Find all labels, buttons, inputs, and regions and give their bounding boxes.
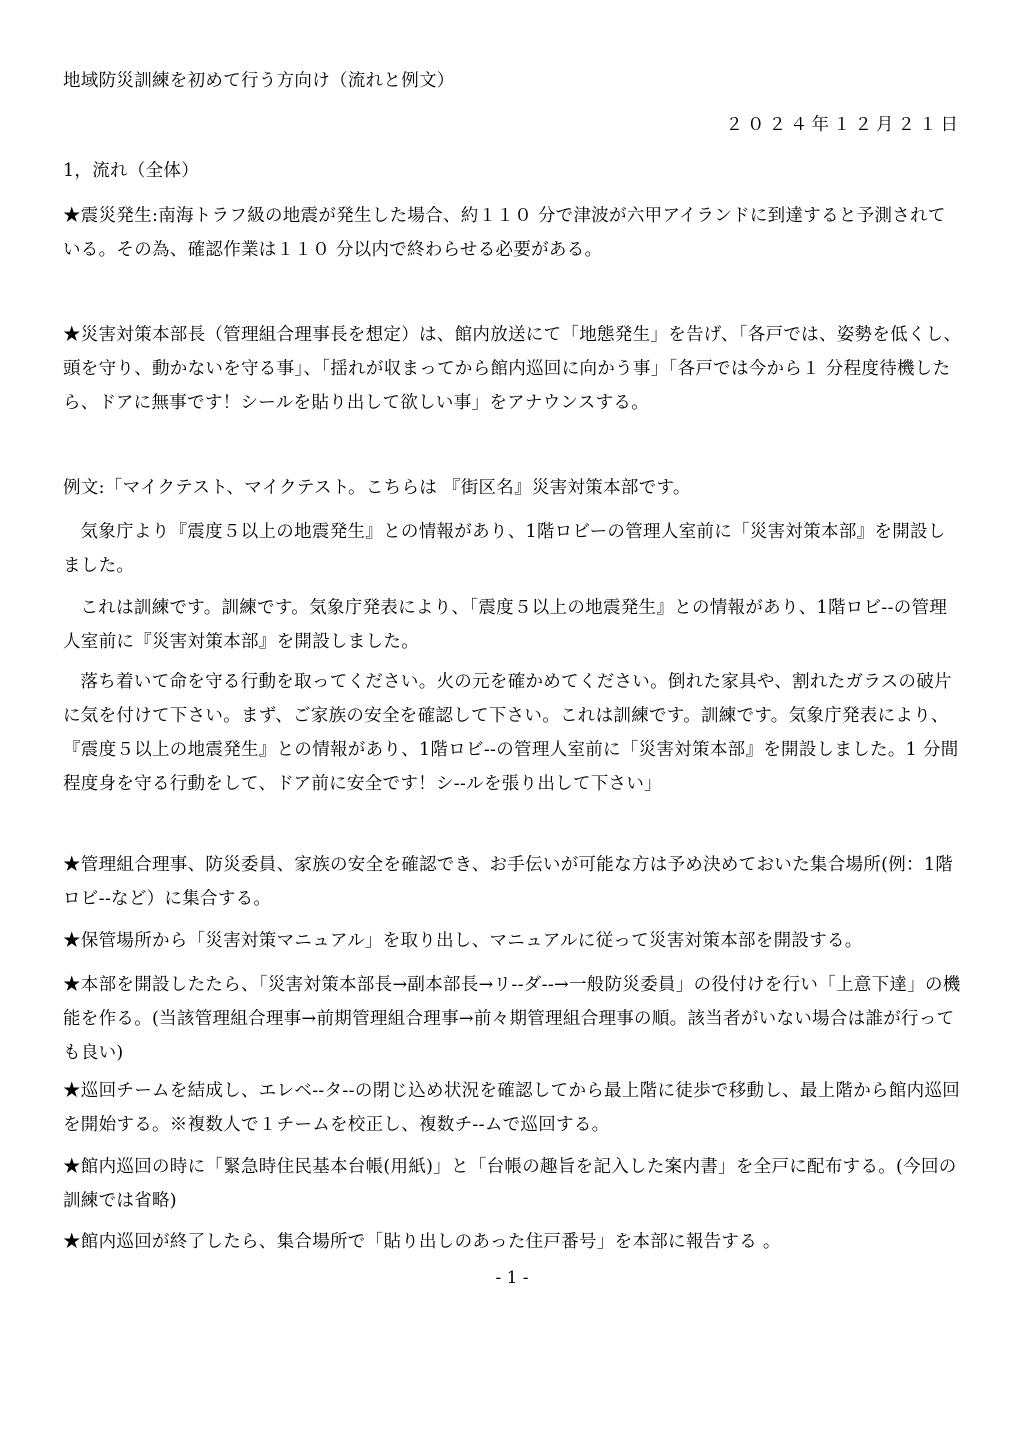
- paragraph-roles: ★本部を開設したたら、「災害対策本部長→副本部長→リ--ダ--→一般防災委員」の役付けを行い「上意下達」の機能を作る。(当該管理組合理事→前期管理組合理事→前々期管理組合理事の順。該当者がいない場合は誰が行っても良い): [63, 975, 961, 1063]
- document-title: 地域防災訓練を初めて行う方向け（流れと例文）: [63, 71, 455, 91]
- paragraph-example-1: 気象庁より『震度５以上の地震発生』との情報があり、1階ロビーの管理人室前に「災害対策本部』を開設しました。: [63, 522, 946, 576]
- paragraph-example-3: 落ち着いて命を守る行動を取ってください。火の元を確かめてください。倒れた家具や、割れたガラスの破片に気を付けて下さい。まず、ご家族の安全を確認して下さい。これは訓練です。訓練です。気象庁発表により、『震度５以上の地震発生』との情報があり、1階ロビ--の管理人室前に「災害対策本部』を開設しました。1 分間程度身を守る行動をして、ドア前に安全です！シ--ルを張り出して下さい」: [63, 672, 959, 794]
- paragraph-earthquake: ★震災発生:南海トラフ級の地震が発生した場合、約１１０ 分で津波が六甲アイランドに到達すると予測されている。その為、確認作業は１１０ 分以内で終わらせる必要がある。: [63, 206, 946, 260]
- section-heading: 1，流れ（全体）: [63, 161, 200, 181]
- page-number: - 1 -: [495, 1268, 529, 1288]
- paragraph-patrol: ★巡回チームを結成し、エレベ--タ--の閉じ込め状況を確認してから最上階に徒歩で移動し、最上階から館内巡回を開始する。※複数人で１チームを校正し、複数チ--ムで巡回する。: [63, 1081, 961, 1135]
- paragraph-report: ★館内巡回が終了したら、集合場所で「貼り出しのあった住戸番号」を本部に報告する 。: [63, 1232, 781, 1252]
- paragraph-hq-chief: ★災害対策本部長（管理組合理事長を想定）は、館内放送にて「地態発生」を告げ、「各戸では、姿勢を低くし、頭を守り、動かないを守る事」、「揺れが収まってから館内巡回に向かう事」「各戸では今から１ 分程度待機したら、ドアに無事です！シールを貼り出して欲しい事」をアナウンスする。: [63, 325, 962, 413]
- paragraph-example-2: これは訓練です。訓練です。気象庁発表により、「震度５以上の地震発生』との情報があり、1階ロビ--の管理人室前に『災害対策本部』を開設しました。: [63, 598, 948, 652]
- paragraph-distribution: ★館内巡回の時に「緊急時住民基本台帳(用紙)」と「台帳の趣旨を記入した案内書」を全戸に配布する。(今回の訓練では省略): [63, 1157, 957, 1211]
- paragraph-assembly: ★管理組合理事、防災委員、家族の安全を確認でき、お手伝いが可能な方は予め決めておいた集合場所(例：1階ロビ--など）に集合する。: [63, 855, 954, 909]
- paragraph-manual: ★保管場所から「災害対策マニュアル」を取り出し、マニュアルに従って災害対策本部を開設する。: [63, 931, 863, 951]
- paragraph-example-intro: 例文:「マイクテスト、マイクテスト。こちらは 『街区名』災害対策本部です。: [63, 478, 691, 498]
- document-date: ２０２４年１２月２１日: [725, 115, 962, 135]
